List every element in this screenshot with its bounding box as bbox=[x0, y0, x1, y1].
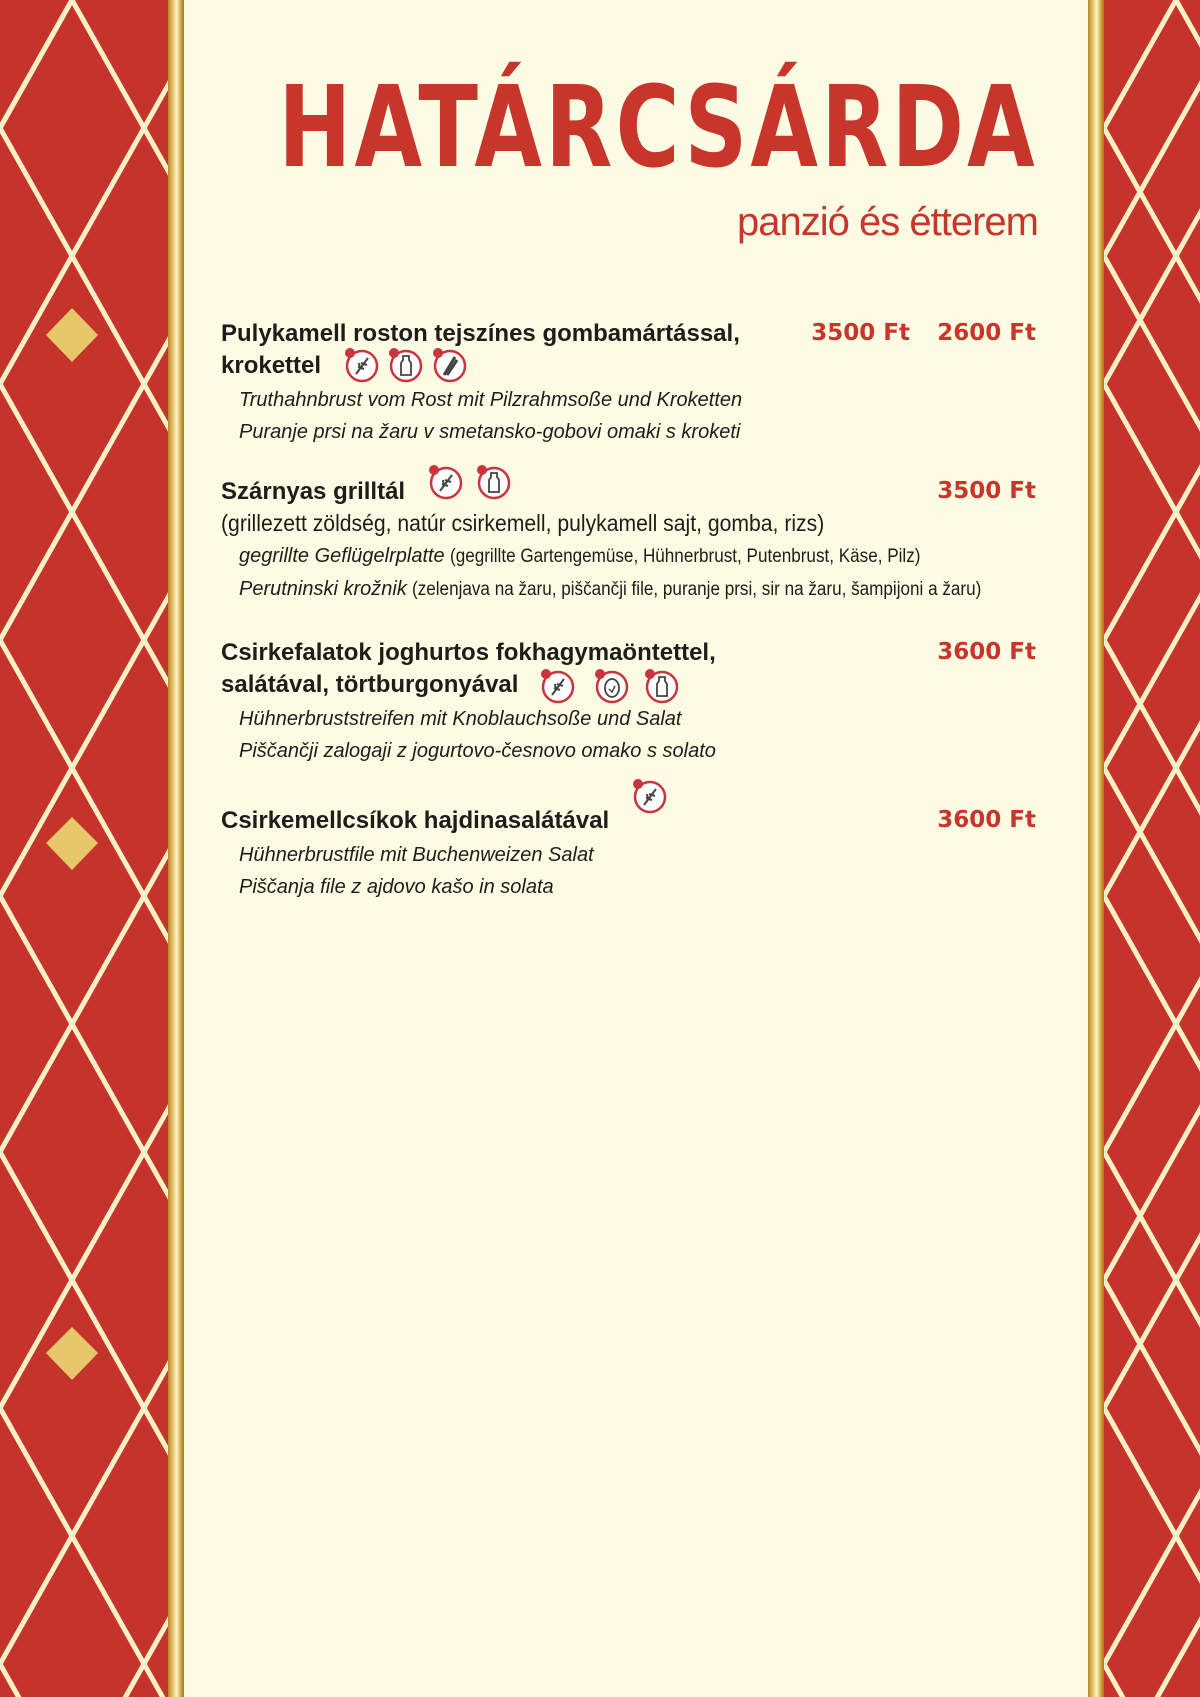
dish-translation-sl: Piščanja file z ajdovo kašo in solata bbox=[239, 876, 554, 898]
wheat-allergen-icon bbox=[344, 347, 380, 383]
dish-translation-sl: Piščančji zalogaji z jogurtovo-česnovo omako s solato bbox=[239, 740, 716, 762]
dish-price-large: 3500 Ft bbox=[811, 320, 910, 346]
egg-allergen-icon bbox=[594, 668, 630, 704]
milk-allergen-icon bbox=[644, 668, 680, 704]
dish-name: Csirkemellcsíkok hajdinasalátával bbox=[221, 807, 610, 834]
milk-allergen-icon bbox=[476, 464, 512, 500]
restaurant-tagline: panzió és étterem bbox=[737, 200, 1038, 244]
dish-translation-sl: Puranje prsi na žaru v smetansko-gobovi omaki s kroketi bbox=[239, 421, 741, 443]
wheat-allergen-icon bbox=[632, 778, 668, 814]
menu-item bbox=[221, 805, 1036, 903]
wheat-allergen-icon bbox=[428, 464, 464, 500]
celery-allergen-icon bbox=[432, 347, 468, 383]
dish-description: (grillezett zöldség, natúr csirkemell, pulykamell sajt, gomba, rizs) bbox=[221, 510, 825, 536]
dish-name: Csirkefalatok joghurtos fokhagymaöntettel, bbox=[221, 639, 716, 666]
dish-name: Pulykamell roston tejszínes gombamártással, bbox=[221, 320, 740, 347]
dish-price: 3600 Ft bbox=[937, 639, 1036, 665]
left-border-pattern bbox=[0, 0, 168, 1697]
right-gold-stripe bbox=[1088, 0, 1104, 1697]
dish-translation-de: gegrillte Geflügelrplatte (gegrillte Gartengemüse, Hühnerbrust, Putenbrust, Käse, Pilz) bbox=[239, 545, 921, 567]
dish-name-continued: krokettel bbox=[221, 352, 322, 379]
menu-item bbox=[221, 318, 1036, 448]
dish-name-continued: salátával, törtburgonyával bbox=[221, 671, 519, 698]
milk-allergen-icon bbox=[388, 347, 424, 383]
dish-price: 3500 Ft bbox=[937, 478, 1036, 504]
restaurant-name: HATÁRCSÁRDA bbox=[278, 63, 1038, 193]
dish-translation-de: Hühnerbrustfile mit Buchenweizen Salat bbox=[239, 844, 594, 866]
right-border-pattern bbox=[1104, 0, 1200, 1697]
wheat-allergen-icon bbox=[540, 668, 576, 704]
dish-translation-sl: Perutninski krožnik (zelenjava na žaru, piščančji file, puranje prsi, sir na žaru, šampijoni a žaru) bbox=[239, 578, 982, 600]
dish-translation-de: Truthahnbrust vom Rost mit Pilzrahmsoße und Kroketten bbox=[239, 389, 743, 411]
dish-price: 2600 Ft bbox=[937, 320, 1036, 346]
menu-item bbox=[221, 476, 1036, 606]
dish-translation-de: Hühnerbruststreifen mit Knoblauchsoße und Salat bbox=[239, 708, 682, 730]
dish-price: 3600 Ft bbox=[937, 807, 1036, 833]
dish-name: Szárnyas grilltál bbox=[221, 478, 406, 505]
left-gold-stripe bbox=[168, 0, 184, 1697]
